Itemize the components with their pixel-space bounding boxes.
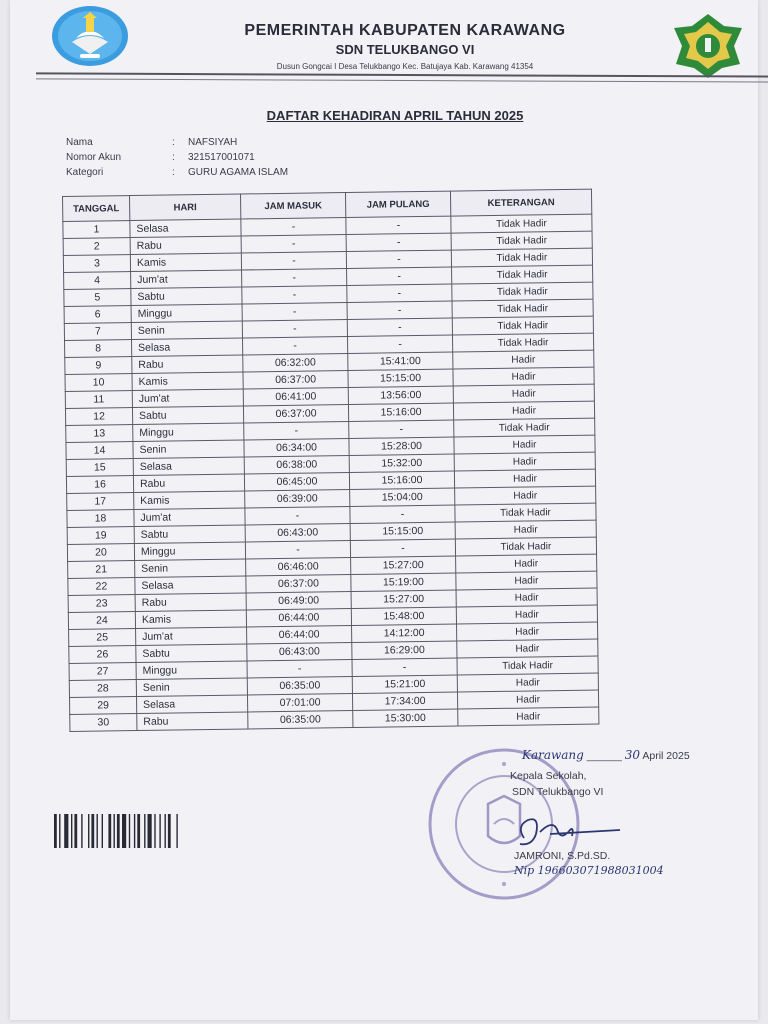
cell-keterangan: Tidak Hadir [451, 248, 592, 267]
cell-tanggal: 5 [64, 289, 131, 307]
cell-jam-masuk: 06:41:00 [243, 388, 348, 406]
cell-jam-pulang: 15:16:00 [349, 471, 454, 489]
barcode-bar [102, 814, 103, 848]
name-value: NAFSIYAH [188, 137, 238, 148]
cell-keterangan: Tidak Hadir [452, 299, 593, 318]
barcode-bar [144, 814, 145, 848]
cell-tanggal: 25 [69, 629, 136, 647]
cell-hari: Minggu [131, 304, 242, 323]
barcode-bar [148, 814, 152, 848]
barcode-bar [64, 814, 68, 848]
cell-keterangan: Tidak Hadir [452, 333, 593, 352]
cell-jam-pulang: - [350, 505, 455, 523]
cell-keterangan: Hadir [455, 486, 596, 505]
cell-tanggal: 10 [65, 374, 132, 392]
header-tanggal: TANGGAL [63, 196, 130, 222]
cell-hari: Senin [133, 440, 244, 459]
cell-tanggal: 20 [67, 544, 134, 562]
cell-keterangan: Tidak Hadir [452, 316, 593, 335]
table-body [63, 214, 599, 731]
cell-hari: Rabu [130, 236, 241, 255]
barcode-bar [122, 814, 126, 848]
cell-keterangan: Hadir [456, 588, 597, 607]
cell-jam-pulang: 13:56:00 [348, 386, 453, 404]
barcode-bar [71, 814, 72, 848]
barcode-bar [114, 814, 115, 848]
cell-hari: Selasa [135, 576, 246, 595]
cell-hari: Sabtu [131, 287, 242, 306]
header-jam-masuk: JAM MASUK [240, 193, 345, 219]
cell-jam-pulang: 15:48:00 [351, 607, 456, 625]
header-hari: HARI [130, 194, 241, 221]
cell-jam-masuk: 06:39:00 [245, 490, 350, 508]
cell-jam-masuk: 06:37:00 [243, 371, 348, 389]
cell-tanggal: 19 [67, 527, 134, 545]
cell-jam-pulang: 15:27:00 [351, 590, 456, 608]
signature-date-line: Karawang ______ 30 April 2025 [522, 748, 690, 762]
header-divider-thick [36, 72, 768, 77]
cell-jam-pulang: - [346, 216, 451, 234]
cell-jam-masuk: 06:44:00 [247, 625, 352, 643]
info-row-account [66, 152, 288, 167]
kemenag-logo-icon [672, 12, 744, 80]
cell-hari: Senin [131, 321, 242, 340]
colon: : [172, 137, 175, 148]
cell-keterangan: Tidak Hadir [454, 418, 595, 437]
barcode-bar [176, 814, 177, 848]
cell-jam-masuk: - [247, 659, 352, 677]
cell-keterangan: Hadir [453, 367, 594, 386]
barcode-bar [88, 814, 89, 848]
cell-tanggal: 7 [64, 323, 131, 341]
barcode-bar [165, 814, 166, 848]
cell-jam-masuk: - [244, 422, 349, 440]
cell-jam-pulang: 15:16:00 [348, 403, 453, 421]
cell-tanggal: 6 [64, 306, 131, 324]
cell-hari: Rabu [132, 355, 243, 374]
header-government-name: PEMERINTAH KABUPATEN KARAWANG [244, 22, 566, 39]
cell-hari: Sabtu [132, 406, 243, 425]
cell-jam-masuk: 06:35:00 [247, 676, 352, 694]
cell-keterangan: Hadir [453, 384, 594, 403]
cell-tanggal: 1 [63, 221, 130, 239]
cell-keterangan: Hadir [454, 435, 595, 454]
cell-jam-pulang: - [352, 658, 457, 676]
document-page [10, 0, 758, 1020]
cell-tanggal: 18 [67, 510, 134, 528]
info-row-category [66, 167, 288, 182]
attendance-table [62, 189, 599, 732]
cell-jam-masuk: 06:46:00 [246, 558, 351, 576]
cell-hari: Rabu [137, 712, 248, 731]
cell-jam-masuk: 06:43:00 [247, 642, 352, 660]
cell-tanggal: 27 [69, 663, 136, 681]
cell-jam-pulang: - [347, 284, 452, 302]
cell-hari: Kamis [132, 372, 243, 391]
signature-day: 30 [624, 748, 641, 762]
cell-tanggal: 12 [65, 408, 132, 426]
barcode-bar [59, 814, 60, 848]
cell-hari: Jum'at [132, 389, 243, 408]
cell-jam-pulang: 15:15:00 [348, 369, 453, 387]
barcode-bar [134, 814, 135, 848]
cell-jam-masuk: 06:34:00 [244, 439, 349, 457]
cell-keterangan: Tidak Hadir [451, 214, 592, 233]
cell-jam-pulang: - [347, 318, 452, 336]
cell-jam-pulang: 15:21:00 [352, 675, 457, 693]
cell-tanggal: 13 [66, 425, 133, 443]
colon: : [172, 167, 175, 178]
cell-hari: Selasa [133, 457, 244, 476]
cell-tanggal: 3 [63, 255, 130, 273]
signer-school: SDN Telukbango VI [512, 786, 604, 798]
cell-jam-pulang: 15:32:00 [349, 454, 454, 472]
cell-hari: Jum'at [134, 508, 245, 527]
cell-tanggal: 22 [68, 578, 135, 596]
cell-hari: Kamis [134, 491, 245, 510]
account-value: 321517001071 [188, 152, 255, 163]
cell-jam-pulang: 15:19:00 [351, 573, 456, 591]
barcode-bar [137, 814, 140, 848]
cell-keterangan: Hadir [458, 707, 599, 726]
cell-jam-pulang: 15:04:00 [350, 488, 455, 506]
cell-tanggal: 2 [63, 238, 130, 256]
cell-keterangan: Tidak Hadir [455, 537, 596, 556]
cell-hari: Sabtu [134, 525, 245, 544]
cell-jam-masuk: - [242, 286, 347, 304]
barcode-bar [97, 814, 98, 848]
barcode-bar [168, 814, 171, 848]
cell-jam-masuk: - [243, 337, 348, 355]
cell-hari: Minggu [134, 542, 245, 561]
cell-tanggal: 15 [66, 459, 133, 477]
barcode-bar [129, 814, 130, 848]
barcode-icon [54, 814, 218, 848]
cell-tanggal: 29 [70, 697, 137, 715]
cell-tanggal: 30 [70, 714, 137, 732]
signature-place: Karawang [522, 748, 584, 762]
cell-keterangan: Hadir [457, 639, 598, 658]
cell-hari: Senin [135, 559, 246, 578]
cell-jam-pulang: - [347, 267, 452, 285]
cell-keterangan: Tidak Hadir [457, 656, 598, 675]
cell-keterangan: Hadir [453, 350, 594, 369]
cell-keterangan: Tidak Hadir [452, 282, 593, 301]
cell-keterangan: Tidak Hadir [455, 503, 596, 522]
cell-tanggal: 24 [68, 612, 135, 630]
cell-hari: Minggu [133, 423, 244, 442]
cell-hari: Senin [136, 678, 247, 697]
cell-tanggal: 21 [68, 561, 135, 579]
barcode-bar [54, 814, 57, 848]
cell-tanggal: 11 [65, 391, 132, 409]
info-row-name [66, 137, 288, 152]
cell-jam-masuk: - [242, 269, 347, 287]
barcode-bar [74, 814, 77, 848]
header-jam-pulang: JAM PULANG [345, 191, 450, 217]
signer-nip: Nip 196603071988031004 [514, 864, 664, 877]
cell-jam-masuk: 07:01:00 [247, 693, 352, 711]
category-value: GURU AGAMA ISLAM [188, 167, 289, 178]
cell-tanggal: 9 [65, 357, 132, 375]
cell-jam-pulang: - [347, 301, 452, 319]
cell-jam-masuk: 06:32:00 [243, 354, 348, 372]
cell-keterangan: Hadir [454, 452, 595, 471]
cell-jam-pulang: 15:15:00 [350, 522, 455, 540]
cell-jam-masuk: 06:49:00 [246, 592, 351, 610]
cell-tanggal: 23 [68, 595, 135, 613]
cell-jam-masuk: 06:44:00 [246, 609, 351, 627]
cell-jam-pulang: 15:27:00 [351, 556, 456, 574]
cell-jam-masuk: - [241, 235, 346, 253]
header-address: Dusun Gongcai I Desa Telukbango Kec. Batujaya Kab. Karawang 41354 [276, 62, 534, 71]
cell-hari: Rabu [133, 474, 244, 493]
barcode-bar [159, 814, 160, 848]
cell-tanggal: 26 [69, 646, 136, 664]
barcode-bar [81, 814, 82, 848]
account-label: Nomor Akun [66, 152, 122, 163]
barcode-bar [117, 814, 120, 848]
cell-hari: Kamis [135, 610, 246, 629]
cell-jam-masuk: 06:35:00 [248, 710, 353, 728]
cell-hari: Rabu [135, 593, 246, 612]
signer-name: JAMRONI, S.Pd.SD. [514, 850, 611, 862]
cell-jam-masuk: - [241, 218, 346, 236]
cell-tanggal: 14 [66, 442, 133, 460]
cell-keterangan: Hadir [457, 690, 598, 709]
header-divider-thin [36, 78, 768, 82]
attendance-table-wrapper [62, 189, 599, 732]
cell-jam-pulang: - [346, 250, 451, 268]
cell-tanggal: 17 [67, 493, 134, 511]
cell-jam-masuk: - [242, 303, 347, 321]
cell-jam-masuk: - [245, 507, 350, 525]
cell-hari: Jum'at [136, 627, 247, 646]
cell-keterangan: Hadir [455, 520, 596, 539]
document-title: DAFTAR KEHADIRAN APRIL TAHUN 2025 [266, 108, 524, 123]
signer-role: Kepala Sekolah, [510, 770, 587, 782]
cell-hari: Jum'at [131, 270, 242, 289]
cell-tanggal: 4 [64, 272, 131, 290]
cell-hari: Selasa [132, 338, 243, 357]
cell-jam-pulang: 16:29:00 [352, 641, 457, 659]
cell-jam-masuk: 06:38:00 [244, 456, 349, 474]
cell-hari: Sabtu [136, 644, 247, 663]
cell-hari: Selasa [136, 695, 247, 714]
cell-jam-pulang: 17:34:00 [352, 692, 457, 710]
cell-keterangan: Hadir [453, 401, 594, 420]
cell-jam-pulang: 15:41:00 [348, 352, 453, 370]
cell-tanggal: 28 [69, 680, 136, 698]
cell-jam-pulang: 15:28:00 [349, 437, 454, 455]
cell-jam-pulang: - [347, 335, 452, 353]
cell-jam-pulang: 15:30:00 [353, 709, 458, 727]
cell-jam-pulang: - [346, 233, 451, 251]
cell-hari: Selasa [130, 219, 241, 238]
signature-month-year: April 2025 [642, 750, 690, 762]
tut-wuri-handayani-logo-icon [50, 4, 130, 68]
cell-jam-pulang: 14:12:00 [352, 624, 457, 642]
cell-jam-masuk: 06:45:00 [244, 473, 349, 491]
cell-tanggal: 16 [66, 476, 133, 494]
cell-jam-pulang: - [350, 539, 455, 557]
cell-jam-masuk: - [241, 252, 346, 270]
cell-keterangan: Tidak Hadir [451, 231, 592, 250]
cell-keterangan: Hadir [456, 554, 597, 573]
cell-jam-masuk: - [242, 320, 347, 338]
cell-jam-masuk: - [245, 541, 350, 559]
header-school-name: SDN TELUKBANGO VI [335, 42, 475, 57]
cell-keterangan: Hadir [454, 469, 595, 488]
identity-block [66, 137, 288, 182]
cell-hari: Minggu [136, 661, 247, 680]
handwritten-signature-icon [510, 808, 630, 852]
barcode-bar [91, 814, 94, 848]
header-keterangan: KETERANGAN [450, 189, 591, 216]
cell-keterangan: Hadir [457, 622, 598, 641]
name-label: Nama [66, 137, 93, 148]
barcode-bar [154, 814, 155, 848]
cell-jam-masuk: 06:37:00 [243, 405, 348, 423]
cell-hari: Kamis [130, 253, 241, 272]
cell-keterangan: Hadir [457, 673, 598, 692]
cell-tanggal: 8 [65, 340, 132, 358]
cell-jam-pulang: - [349, 420, 454, 438]
cell-keterangan: Tidak Hadir [452, 265, 593, 284]
cell-jam-masuk: 06:43:00 [245, 524, 350, 542]
cell-keterangan: Hadir [456, 571, 597, 590]
colon: : [172, 152, 175, 163]
barcode-bar [108, 814, 111, 848]
cell-jam-masuk: 06:37:00 [246, 575, 351, 593]
category-label: Kategori [66, 167, 104, 178]
cell-keterangan: Hadir [456, 605, 597, 624]
